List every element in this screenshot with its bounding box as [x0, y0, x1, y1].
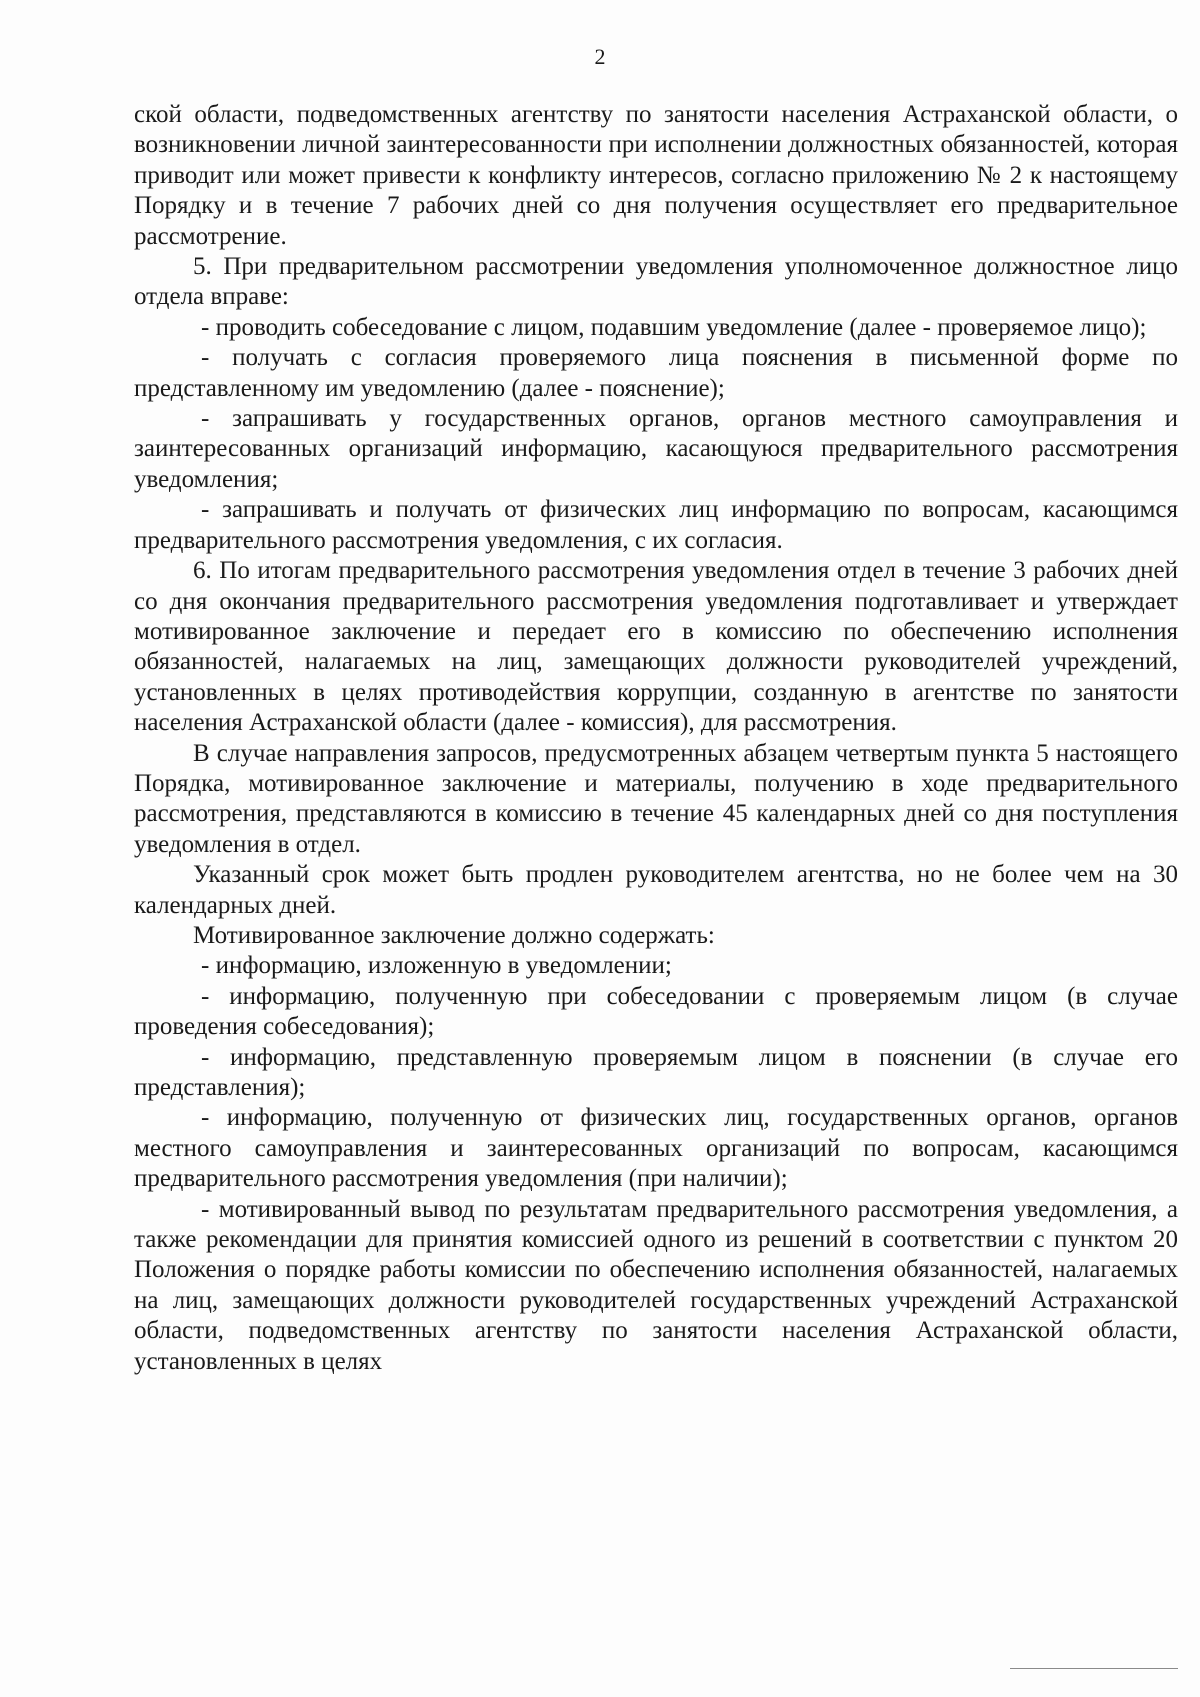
list-item: - информацию, полученную при собеседовании с проверяемым лицом (в случае проведения собеседования); [134, 982, 1178, 1041]
list-item: - информацию, представленную проверяемым лицом в пояснении (в случае его представления); [134, 1043, 1178, 1101]
list-item: - информацию, полученную от физических лиц, государственных органов, органов местного самоуправления и заинтересованных организаций по вопросам, касающимся предварительного рассмотрения уведомления (при наличии); [134, 1104, 1178, 1193]
list-item: - запрашивать и получать от физических лиц информацию по вопросам, касающимся предварительного рассмотрения уведомления, с их согласия. [134, 496, 1178, 554]
paragraph: В случае направления запросов, предусмотренных абзацем четвертым пункта 5 настоящего Порядка, мотивированное заключение и материалы, получению в ходе предварительного рассмотрения, представляются в комиссию в течение 45 календарных дней со дня поступления уведомления в отдел. [134, 739, 1178, 858]
list-item: - проводить собеседование с лицом, подавшим уведомление (далее - проверяемое лицо); [201, 313, 1147, 341]
paragraph-item-5: 5. При предварительном рассмотрении уведомления уполномоченное должностное лицо отдела вправе: [134, 253, 1178, 311]
list-item: - мотивированный вывод по результатам предварительного рассмотрения уведомления, а также рекомендации для принятия комиссией одного из решений в соответствии с пунктом 20 Положения о порядке работы комиссии по обеспечению исполнения обязанностей, налагаемых на лиц, замещающих должности руководителей государственных учреждений Астраханской области, подведомственных агентству по занятости населения Астраханской области, установленных в целях [134, 1195, 1178, 1375]
paragraph-continuation: ской области, подведомственных агентству по занятости населения Астраханской области, о возникновении личной заинтересованности при исполнении должностных обязанностей, которая приводит или может привести к конфликту интересов, согласно приложению № 2 к настоящему Порядку и в течение 7 рабочих дней со дня получения осуществляет его предварительное рассмотрение. [134, 101, 1178, 250]
document-body [134, 100, 1178, 1377]
list-item: - получать с согласия проверяемого лица пояснения в письменной форме по представленному им уведомлению (далее - пояснение); [134, 344, 1178, 402]
paragraph-item-6: 6. По итогам предварительного рассмотрения уведомления отдел в течение 3 рабочих дней со дня окончания предварительного рассмотрения уведомления подготавливает и утверждает мотивированное заключение и передает его в комиссию по обеспечению исполнения обязанностей, налагаемых на лиц, замещающих должности руководителей учреждений, установленных в целях противодействия коррупции, созданную в агентстве по занятости населения Астраханской области (далее - комиссия), для рассмотрения. [134, 557, 1178, 737]
list-item: - запрашивать у государственных органов, органов местного самоуправления и заинтересованных организаций информацию, касающуюся предварительного рассмотрения уведомления; [134, 405, 1178, 493]
list-item: - информацию, изложенную в уведомлении; [201, 952, 672, 980]
paragraph: Мотивированное заключение должно содержать: [193, 921, 715, 949]
page-number: 2 [594, 44, 606, 69]
paragraph: Указанный срок может быть продлен руководителем агентства, но не более чем на 30 календарных дней. [134, 861, 1178, 919]
footer-rule [1010, 1668, 1178, 1669]
